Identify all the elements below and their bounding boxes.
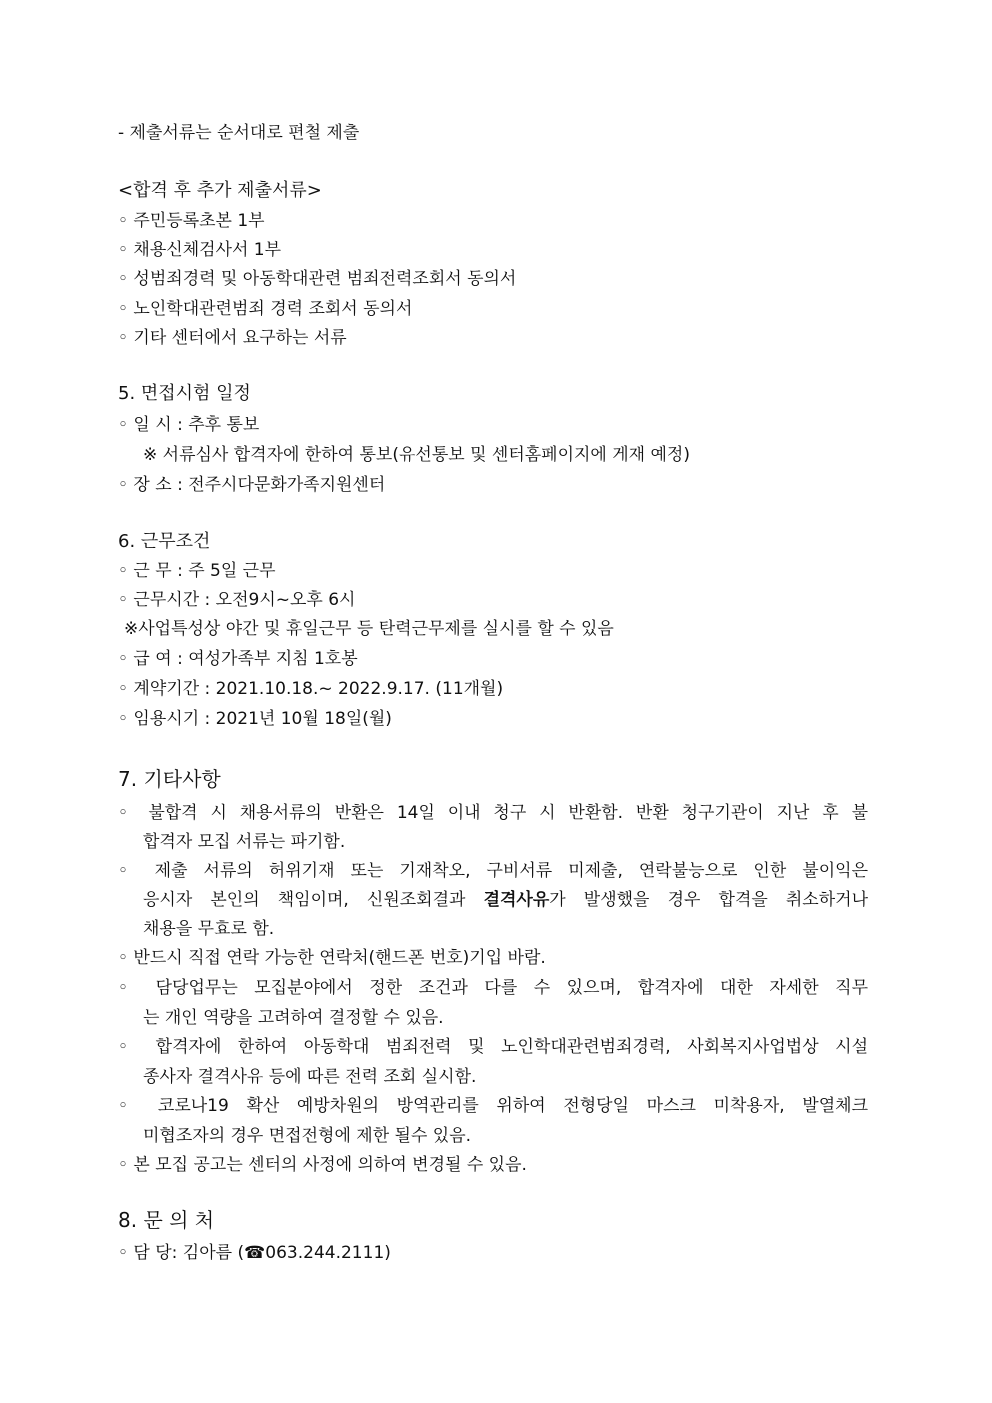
contact-section-title: 8. 문 의 처 [118,1208,215,1232]
list-item: ◦ 주민등록초본 1부 [118,211,265,231]
work-note: ※사업특성상 야간 및 휴일근무 등 탄력근무제를 실시를 할 수 있음 [124,619,614,639]
work-hours: ◦ 근무시간 : 오전9시~오후 6시 [118,590,356,610]
misc-item-line: ◦ 합격자에 한하여 아동학대 범죄전력 및 노인학대관련범죄경력, 사회복지사업법상 시설 [118,1037,868,1057]
misc-item-line: 종사자 결격사유 등에 따른 전력 조회 실시함. [143,1067,477,1087]
misc-item-line: ◦ 코로나19 확산 예방차원의 방역관리를 위하여 전형당일 마스크 미착용자, 발열체크 [118,1096,868,1116]
misc-section-title: 7. 기타사항 [118,767,221,791]
interview-place: ◦ 장 소 : 전주시다문화가족지원센터 [118,475,386,495]
list-item: ◦ 채용신체검사서 1부 [118,240,282,260]
submission-note: - 제출서류는 순서대로 편철 제출 [118,123,360,143]
list-item: ◦ 기타 센터에서 요구하는 서류 [118,328,347,348]
misc-item-line: ◦ 불합격 시 채용서류의 반환은 14일 이내 청구 시 반환함. 반환 청구기관이 지난 후 불 [118,803,868,823]
work-days: ◦ 근 무 : 주 5일 근무 [118,561,276,581]
contract-period: ◦ 계약기간 : 2021.10.18.~ 2022.9.17. (11개월) [118,679,504,699]
salary: ◦ 급 여 : 여성가족부 지침 1호봉 [118,649,358,669]
misc-item-line: ◦ 담당업무는 모집분야에서 정한 조건과 다를 수 있으며, 합격자에 대한 자세한 직무 [118,978,868,998]
list-item: ◦ 성범죄경력 및 아동학대관련 범죄전력조회서 동의서 [118,269,517,289]
misc-item-line: ◦ 제출 서류의 허위기재 또는 기재착오, 구비서류 미제출, 연락불능으로 인한 불이익은 [118,861,868,881]
interview-date: ◦ 일 시 : 추후 통보 [118,415,260,435]
misc-item-line: 응시자 본인의 책임이며, 신원조회결과 결격사유가 발생했을 경우 합격을 취소하거나 [143,890,868,910]
interview-note: ※ 서류심사 합격자에 한하여 통보(유선통보 및 센터홈페이지에 게재 예정) [143,445,690,465]
misc-item-line: 채용을 무효로 함. [143,919,275,939]
additional-docs-title: <합격 후 추가 제출서류> [118,180,322,201]
misc-item-line: 미협조자의 경우 면접전형에 제한 될수 있음. [143,1126,472,1146]
misc-item-line: 는 개인 역량을 고려하여 결정할 수 있음. [143,1008,444,1028]
start-date: ◦ 임용시기 : 2021년 10월 18일(월) [118,709,392,729]
contact-person: ◦ 담 당: 김아름 (☎063.244.2111) [118,1243,391,1263]
disqualification-emphasis: 결격사유 [483,890,550,910]
misc-item-line: 합격자 모집 서류는 파기함. [143,832,346,852]
misc-item-line: ◦ 반드시 직접 연락 가능한 연락처(핸드폰 번호)기입 바람. [118,948,546,968]
list-item: ◦ 노인학대관련범죄 경력 조회서 동의서 [118,299,413,319]
interview-section-title: 5. 면접시험 일정 [118,383,251,404]
misc-item-line: ◦ 본 모집 공고는 센터의 사정에 의하여 변경될 수 있음. [118,1155,527,1175]
conditions-section-title: 6. 근무조건 [118,531,211,552]
